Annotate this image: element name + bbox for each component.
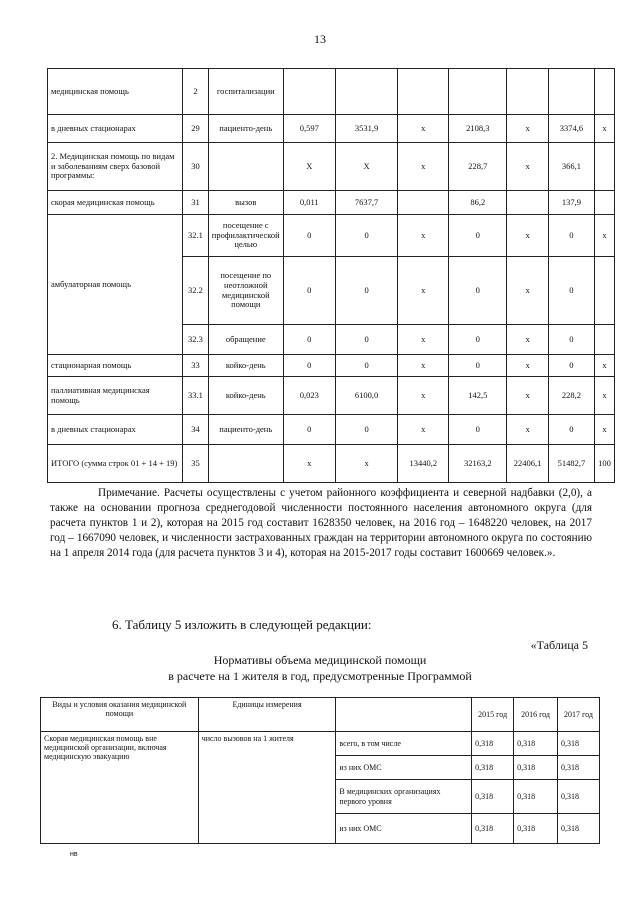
table-title-line-2: в расчете на 1 жителя в год, предусмотренные Программой [168, 669, 472, 684]
value-cell: x [398, 257, 449, 325]
value-cell: 0 [335, 257, 398, 325]
value-cell [594, 325, 614, 355]
value-cell: 366,1 [548, 143, 594, 191]
row-number: 29 [183, 115, 209, 143]
header-row [41, 698, 600, 732]
row-label: амбулаторная помощь [48, 215, 183, 355]
value-cell: x [507, 377, 548, 415]
row-unit: госпитализации [208, 69, 283, 115]
table-row [48, 69, 615, 115]
table-title [0, 652, 640, 684]
value-cell: 0,318 [472, 814, 514, 844]
value-cell: x [594, 215, 614, 257]
row-label: скорая медицинская помощь [48, 191, 183, 215]
value-cell: x [398, 215, 449, 257]
value-cell: 0 [449, 355, 507, 377]
row-label: в дневных стационарах [48, 115, 183, 143]
value-cell: 100 [594, 445, 614, 483]
row-label: в дневных стационарах [48, 415, 183, 445]
value-cell: 0,597 [283, 115, 335, 143]
value-cell: x [398, 325, 449, 355]
row-unit: обращение [208, 325, 283, 355]
table-row [48, 355, 615, 377]
value-cell: 0 [283, 415, 335, 445]
value-cell: 22406,1 [507, 445, 548, 483]
value-cell: 137,9 [548, 191, 594, 215]
value-cell: 0 [548, 355, 594, 377]
table-row [48, 143, 615, 191]
value-cell [594, 191, 614, 215]
table-row [41, 732, 600, 756]
value-cell: 0 [283, 355, 335, 377]
row-number: 31 [183, 191, 209, 215]
header-kind: Виды и условия оказания медицинской помощи [41, 698, 199, 732]
value-cell [594, 143, 614, 191]
value-cell: 0,318 [514, 780, 558, 814]
table-row [48, 445, 615, 483]
row-unit: вызов [208, 191, 283, 215]
value-cell: x [398, 115, 449, 143]
value-cell: x [507, 115, 548, 143]
row-number: 32.1 [183, 215, 209, 257]
value-cell: x [398, 143, 449, 191]
value-cell: x [507, 257, 548, 325]
value-cell: 0,318 [558, 756, 600, 780]
value-cell: 0 [449, 215, 507, 257]
value-cell: x [507, 325, 548, 355]
value-cell: 3531,9 [335, 115, 398, 143]
value-cell: 0 [548, 257, 594, 325]
calculation-note: Примечание. Расчеты осуществлены с учетом районного коэффициента и северной надбавки (2,0), а также на основании прогноза среднегодовой численности постоянного населения автономного округа (для расчета пунктов 1 и 2), которая на 2015 год составит 1628350 человек, на 2016 год – 1648220 человек, на 2017 год – 1667090 человек, и численности застрахованных граждан на территории автономного округа по состоянию на 1 апреля 2014 года (для расчета пунктов 3 и 4), которая на 2015-2017 годы составит 1600669 человек.». [50, 487, 592, 559]
header-2016: 2016 год [514, 698, 558, 732]
value-cell: 0 [335, 325, 398, 355]
value-cell: x [507, 143, 548, 191]
footer-mark: нв [70, 851, 78, 858]
value-cell [398, 69, 449, 115]
value-cell: 228,2 [548, 377, 594, 415]
table-label: «Таблица 5 [530, 638, 588, 652]
value-cell: 0,318 [514, 814, 558, 844]
table-row [48, 191, 615, 215]
row-unit: койко-день [208, 377, 283, 415]
value-cell: 0 [548, 325, 594, 355]
value-cell [594, 257, 614, 325]
value-cell: 0,318 [472, 780, 514, 814]
value-cell: 0,011 [283, 191, 335, 215]
volume-norms-table [40, 697, 600, 844]
value-cell: 0 [283, 257, 335, 325]
row-unit: посещение по неотложной медицинской помощи [208, 257, 283, 325]
sub-cell: из них ОМС [336, 756, 472, 780]
value-cell [507, 69, 548, 115]
value-cell: X [283, 143, 335, 191]
table-row [48, 215, 615, 257]
header-2017: 2017 год [558, 698, 600, 732]
row-unit: койко-день [208, 355, 283, 377]
value-cell: 0,023 [283, 377, 335, 415]
value-cell: 0 [449, 257, 507, 325]
value-cell: 0,318 [514, 756, 558, 780]
financing-table [47, 68, 615, 483]
value-cell: x [398, 355, 449, 377]
value-cell: 0,318 [558, 814, 600, 844]
value-cell: x [594, 377, 614, 415]
value-cell: 0,318 [558, 780, 600, 814]
row-number: 30 [183, 143, 209, 191]
sub-cell: из них ОМС [336, 814, 472, 844]
value-cell [548, 69, 594, 115]
value-cell: 0 [335, 415, 398, 445]
value-cell: x [507, 215, 548, 257]
value-cell: 0,318 [558, 732, 600, 756]
sub-cell: В медицинских организациях первого уровня [336, 780, 472, 814]
row-label: стационарная помощь [48, 355, 183, 377]
table-row [48, 115, 615, 143]
value-cell: 0,318 [472, 732, 514, 756]
value-cell: 6100,0 [335, 377, 398, 415]
header-unit: Единицы измерения [198, 698, 336, 732]
value-cell: 0 [449, 415, 507, 445]
value-cell: x [507, 415, 548, 445]
value-cell [283, 69, 335, 115]
row-label: паллиативная медицинская помощь [48, 377, 183, 415]
row-number: 34 [183, 415, 209, 445]
value-cell: 228,7 [449, 143, 507, 191]
row-number: 33 [183, 355, 209, 377]
value-cell: x [594, 355, 614, 377]
row-number: 35 [183, 445, 209, 483]
row-unit: посещение с профилактической целью [208, 215, 283, 257]
row-unit [208, 445, 283, 483]
value-cell: 0 [548, 215, 594, 257]
value-cell [449, 69, 507, 115]
row-number: 33.1 [183, 377, 209, 415]
value-cell: 0 [283, 325, 335, 355]
row-label: медицинская помощь [48, 69, 183, 115]
value-cell: 0 [449, 325, 507, 355]
value-cell: X [335, 143, 398, 191]
kind-cell: Скорая медицинская помощь вне медицинской организации, включая медицинскую эвакуацию [41, 732, 199, 844]
value-cell: 0,318 [514, 732, 558, 756]
table-title-line-1: Нормативы объема медицинской помощи [213, 653, 427, 667]
value-cell: x [398, 377, 449, 415]
value-cell: x [398, 415, 449, 445]
value-cell: 13440,2 [398, 445, 449, 483]
row-unit [208, 143, 283, 191]
value-cell: 86,2 [449, 191, 507, 215]
row-number: 32.3 [183, 325, 209, 355]
value-cell: x [594, 415, 614, 445]
unit-cell: число вызовов на 1 жителя [198, 732, 336, 844]
value-cell: x [594, 115, 614, 143]
value-cell: x [335, 445, 398, 483]
value-cell [335, 69, 398, 115]
row-label: ИТОГО (сумма строк 01 + 14 + 19) [48, 445, 183, 483]
value-cell: 142,5 [449, 377, 507, 415]
header-blank [336, 698, 472, 732]
table-row [48, 377, 615, 415]
row-number: 2 [183, 69, 209, 115]
page-number: 13 [314, 32, 326, 46]
value-cell: x [283, 445, 335, 483]
header-2015: 2015 год [472, 698, 514, 732]
value-cell: 0 [335, 355, 398, 377]
value-cell: 0 [335, 215, 398, 257]
row-number: 32.2 [183, 257, 209, 325]
value-cell: 3374,6 [548, 115, 594, 143]
value-cell: 0 [548, 415, 594, 445]
value-cell [507, 191, 548, 215]
value-cell: 32163,2 [449, 445, 507, 483]
table-row [48, 415, 615, 445]
amendment-item-6: 6. Таблицу 5 изложить в следующей редакции: [112, 617, 372, 632]
value-cell [594, 69, 614, 115]
value-cell: x [507, 355, 548, 377]
value-cell: 7637,7 [335, 191, 398, 215]
value-cell: 51482,7 [548, 445, 594, 483]
value-cell: 2108,3 [449, 115, 507, 143]
row-label: 2. Медицинская помощь по видам и заболеваниям сверх базовой программы: [48, 143, 183, 191]
value-cell: 0,318 [472, 756, 514, 780]
row-unit: пациенто-день [208, 115, 283, 143]
value-cell: 0 [283, 215, 335, 257]
row-unit: пациенто-день [208, 415, 283, 445]
value-cell [398, 191, 449, 215]
sub-cell: всего, в том числе [336, 732, 472, 756]
